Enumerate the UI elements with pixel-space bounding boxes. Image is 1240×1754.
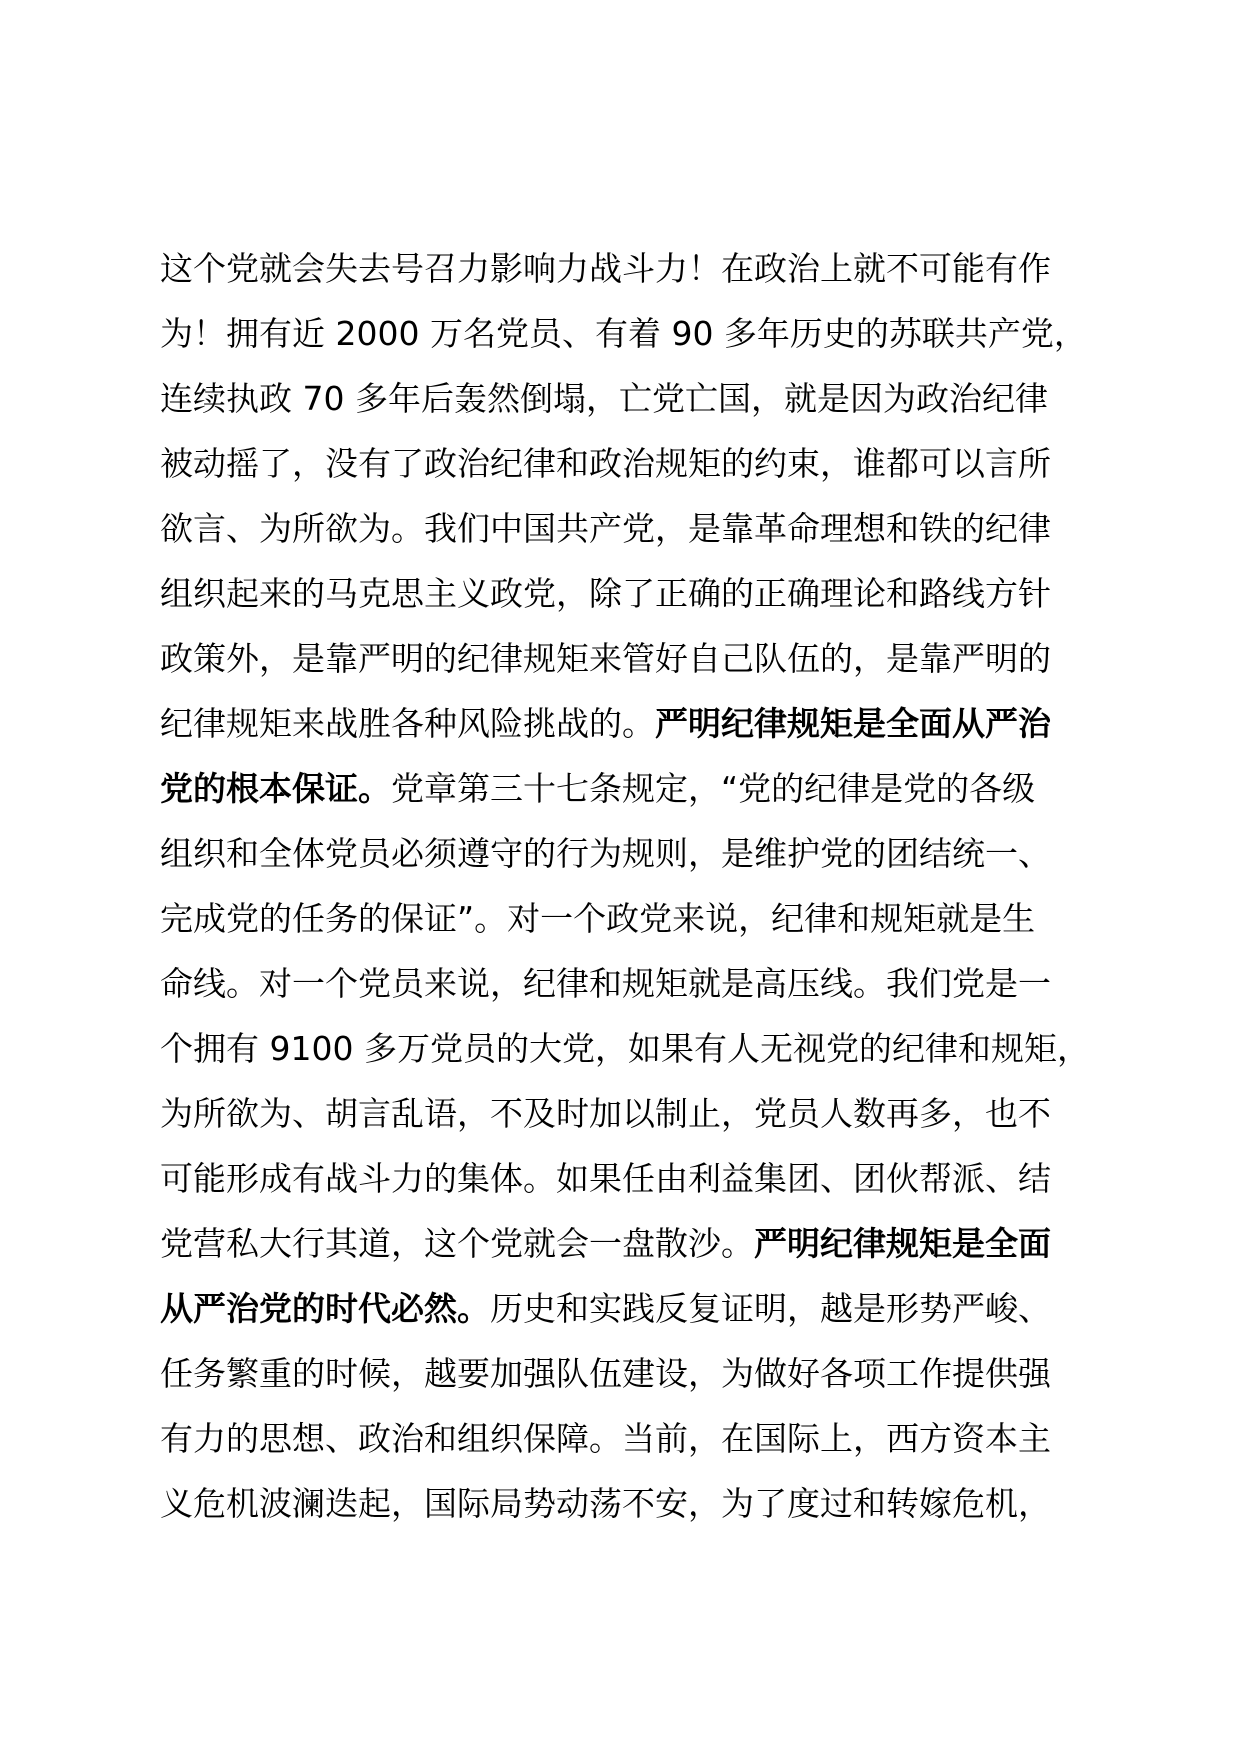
text-segment: 可能形成有战斗力的集体。如果任由利益集团、团伙帮派、结 [160,1159,1051,1198]
text-line [160,1146,1100,1211]
text-segment: 任务繁重的时候，越要加强队伍建设，为做好各项工作提供强 [160,1354,1051,1393]
text-line [160,951,1100,1016]
text-line [160,1081,1100,1146]
text-line [160,301,1100,366]
text-line [160,1276,1100,1341]
text-segment: 政策外，是靠严明的纪律规矩来管好自己队伍的，是靠严明的 [160,639,1051,678]
text-segment: 组织和全体党员必须遵守的行为规则，是维护党的团结统一、 [160,834,1051,873]
body-text [160,236,1100,1536]
text-segment: 连续执政 70 多年后轰然倒塌，亡党亡国，就是因为政治纪律 [160,379,1048,418]
text-line [160,496,1100,561]
text-segment: 义危机波澜迭起，国际局势动荡不安，为了度过和转嫁危机， [160,1484,1051,1523]
text-segment: 这个党就会失去号召力影响力战斗力！在政治上就不可能有作 [160,249,1051,288]
text-line [160,366,1100,431]
text-line [160,1016,1100,1081]
text-line [160,236,1100,301]
text-line [160,821,1100,886]
text-line [160,431,1100,496]
text-segment: 为所欲为、胡言乱语，不及时加以制止，党员人数再多，也不 [160,1094,1051,1133]
text-segment: 命线。对一个党员来说，纪律和规矩就是高压线。我们党是一 [160,964,1051,1003]
bold-text-segment: 严明纪律规矩是全面从严治 [655,704,1051,743]
text-line [160,626,1100,691]
text-line [160,886,1100,951]
text-segment: 有力的思想、政治和组织保障。当前，在国际上，西方资本主 [160,1419,1051,1458]
text-segment: 被动摇了，没有了政治纪律和政治规矩的约束，谁都可以言所 [160,444,1051,483]
text-segment: 完成党的任务的保证”。对一个政党来说，纪律和规矩就是生 [160,899,1036,938]
text-line [160,1211,1100,1276]
text-segment: 为！拥有近 2000 万名党员、有着 90 多年历史的苏联共产党， [160,314,1087,353]
text-line [160,756,1100,821]
text-segment: 党章第三十七条规定，“党的纪律是党的各级 [391,769,1036,808]
bold-text-segment: 严明纪律规矩是全面 [754,1224,1051,1263]
text-line [160,561,1100,626]
text-segment: 欲言、为所欲为。我们中国共产党，是靠革命理想和铁的纪律 [160,509,1051,548]
text-segment: 个拥有 9100 多万党员的大党，如果有人无视党的纪律和规矩， [160,1029,1090,1068]
text-segment: 组织起来的马克思主义政党，除了正确的正确理论和路线方针 [160,574,1051,613]
text-line [160,1341,1100,1406]
text-segment: 党营私大行其道，这个党就会一盘散沙。 [160,1224,754,1263]
text-line [160,1471,1100,1536]
bold-text-segment: 从严治党的时代必然。 [160,1289,490,1328]
bold-text-segment: 党的根本保证。 [160,769,391,808]
text-line [160,691,1100,756]
text-line [160,1406,1100,1471]
text-segment: 纪律规矩来战胜各种风险挑战的。 [160,704,655,743]
text-segment: 历史和实践反复证明，越是形势严峻、 [490,1289,1051,1328]
